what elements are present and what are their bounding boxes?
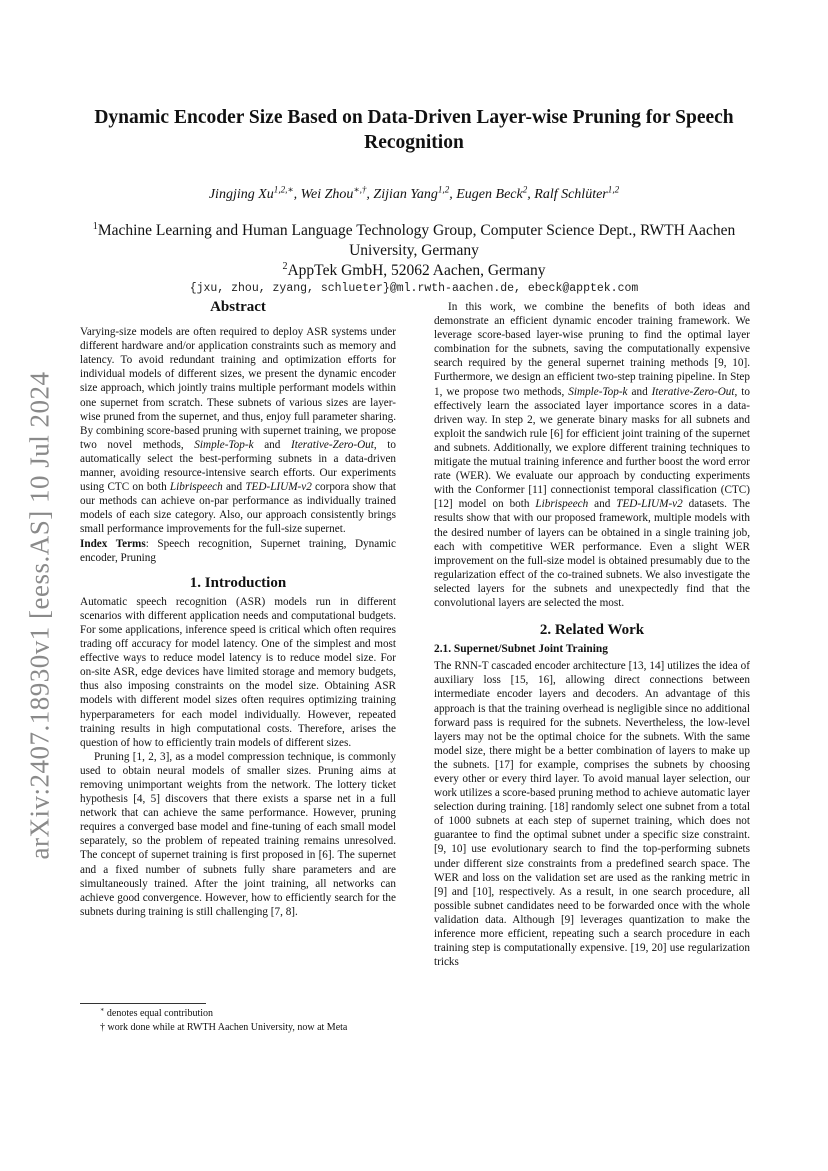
affiliation-2 (80, 261, 748, 281)
author-affiliation-mark: ∗,† (353, 184, 367, 195)
intro-paragraph-1: Automatic speech recognition (ASR) models run in different scenarios with different application needs and computational budgets. For some applications, inference speed is critical which often requires trading off accuracy for model latency. One of the simplest and most effective ways to reduce model latency is to reduce model size. For on-site ASR, edge devices have limited storage and memory budgets, thus also imposing constraints on the model size. Obtaining ASR models with different model sizes often requires optimizing training hyperparameters for each model individually. However, repeated training results in high computational costs. Therefore, arises the question of how to efficiently train models of different sizes. (80, 595, 396, 749)
index-terms: Index Terms: Speech recognition, Supernet training, Dynamic encoder, Pruning (80, 537, 396, 564)
footnotes (80, 1003, 396, 1034)
author-name: Jingjing Xu (208, 187, 274, 202)
author-affiliation-mark: 1,2 (607, 184, 620, 195)
footnote-1: ∗ denotes equal contribution (100, 1006, 214, 1019)
affiliation-text: AppTek GmbH, 52062 Aachen, Germany (287, 262, 546, 279)
affiliation-text: Machine Learning and Human Language Technology Group, Computer Science Dept., RWTH Aachen University, Germany (97, 222, 736, 259)
footnote-rule (80, 1003, 206, 1004)
abstract-text: Varying-size models are often required to deploy ASR systems under different hardware and/or application constraints such as memory and latency. To avoid redundant training and optimization efforts for individual models of different sizes, we present the dynamic encoder size approach, which jointly trains multiple performant models within one supernet from scratch. These subnets of various sizes are layer-wise pruned from the supernet, and thus, enjoy full parameter sharing. By combining score-based pruning with supernet training, we propose two novel methods, Simple-Top-k and Iterative-Zero-Out, to automatically select the best-performing subnets in a data-driven manner, avoiding resource-intensive search efforts. Our experiments using CTC on both Librispeech and TED-LIUM-v2 corpora show that our methods can achieve on-par performance as individually trained models of each size category. Also, our approach consistently brings small performance improvements for the full-size supernet. (80, 326, 397, 536)
author-affiliation-mark: 2 (522, 184, 528, 195)
related-paragraph-1: The RNN-T cascaded encoder architecture [13, 14] utilizes the idea of auxiliary loss [15, 16], allowing direct connections between intermediate encoder layers and decoders. An advantage of this approach is that the training overhead is negligible since no additional forward pass is required for the subnets. Nevertheless, the low-level layers may not be the optimal choice for the subnets. With the same model size, there might be a better combination of layers to make up the subnets. [17] for example, comprises the subnets by choosing every other or every third layer. To avoid manual layer selection, our work utilizes a score-based pruning method to achieve automatic layer selection during training. [18] randomly select one subnet from a total of 1000 subnets at each step of supernet training, which does not guarantee to find the optimal subnet under a specific size constraint. [9, 10] use evolutionary search to find the top-performing subnets under different size constraints from a predefined search space. The WER and loss on the validation set are used as the ranking metric in [9] and [10], respectively. As a result, in one search procedure, all possible subnet candidates need to be forwarded once with the whole validation data. Although [9] leverages quantization to make the inference more efficient, repeating such a search procedure in each training step is computationally expensive. [19, 20] use regularization tricks (434, 660, 750, 969)
author-name: Zijian Yang (373, 187, 438, 202)
author-emails: {jxu, zhou, zyang, schlueter}@ml.rwth-aachen.de, ebeck@apptek.com (189, 282, 639, 295)
affiliation-mark: 2 (282, 260, 288, 272)
author-affiliation-mark: 1,2,∗ (273, 184, 294, 195)
supernet-subsection-heading: 2.1. Supernet/Subnet Joint Training (434, 643, 608, 656)
intro-paragraph-2: Pruning [1, 2, 3], as a model compression technique, is commonly used to obtain neural models of smaller sizes. Pruning aims at removing unimportant weights from the network. The lottery ticket hypothesis [4, 5] discovers that there exists a sparse net in a full network that can achieve the same performance. However, pruning requires a converged base model and fine-tuning of each small model separately, so the problem of repeated training remains unresolved. The concept of supernet training is first proposed in [6]. The supernet and a fixed number of subnets fully share parameters and are simultaneously trained. After the joint training, all networks can achieve good convergence. However, how to efficiently search for the subnets during training is still challenging [7, 8]. (80, 750, 396, 918)
left-column (80, 300, 396, 919)
abstract-heading: Abstract (210, 299, 266, 315)
affiliations (80, 221, 748, 281)
author-name: Wei Zhou (300, 187, 354, 202)
arxiv-stamp-text: arXiv:2407.18930v1 [eess.AS] 10 Jul 2024 (24, 371, 55, 859)
author-affiliation-mark: 1,2 (437, 184, 450, 195)
intro-paragraph-3: In this work, we combine the benefits of both ideas and demonstrate an efficient dynamic encoder training framework. We leverage score-based layer-wise pruning to find the optimal layer combination for the subnets, saving the computationally expensive search required by the general supernet training methods [9, 10]. Furthermore, we design an efficient two-step training pipeline. In Step 1, we propose two methods, Simple-Top-k and Iterative-Zero-Out, to effectively learn the associated layer importance scores in a data-driven way. In step 2, we generate binary masks for all subnets and exploit the sandwich rule [6] for efficient joint training of the supernet and subnets. Additionally, we explore different training techniques to mitigate the mutual training inference and further boost the word error rate (WER). We evaluate our approach by conducting experiments with the Conformer [11] connectionist temporal classification (CTC) [12] model on both Librispeech and TED-LIUM-v2 datasets. The results show that with our proposed framework, multiple models with the desired number of layers can be obtained in a single training job, each with competitive WER performance. Even a slight WER improvement on the full-size model is obtained presumably due to the regularization effect of the co-trained subnets. We also investigate the selected layers for the subnets and unexpectedly find that the convolutional layers are selected the most. (434, 301, 750, 609)
introduction-heading: 1. Introduction (189, 574, 287, 591)
affiliation-1 (80, 221, 748, 261)
author-list: Jingjing $Xu^{1,2,∗}$, Wei Zhou∗,†, Zijian Yang$^{1,2}$, Eugen Beck$^2$, Ralf Schlüter$^{1,2}$ (208, 184, 620, 202)
author-name: Eugen Beck (456, 187, 523, 202)
footnote-2: † work done while at RWTH Aachen University, now at Meta (100, 1021, 348, 1033)
right-column (434, 300, 750, 969)
affiliation-mark: 1 (92, 220, 98, 232)
author-name: Ralf Schlüter (534, 187, 608, 202)
paper-title: Dynamic Encoder Size Based on Data-Driven Layer-wise Pruning for Speech Recognition (94, 107, 734, 153)
related-work-heading: 2. Related Work (539, 622, 645, 639)
arxiv-stamp (14, 335, 66, 895)
